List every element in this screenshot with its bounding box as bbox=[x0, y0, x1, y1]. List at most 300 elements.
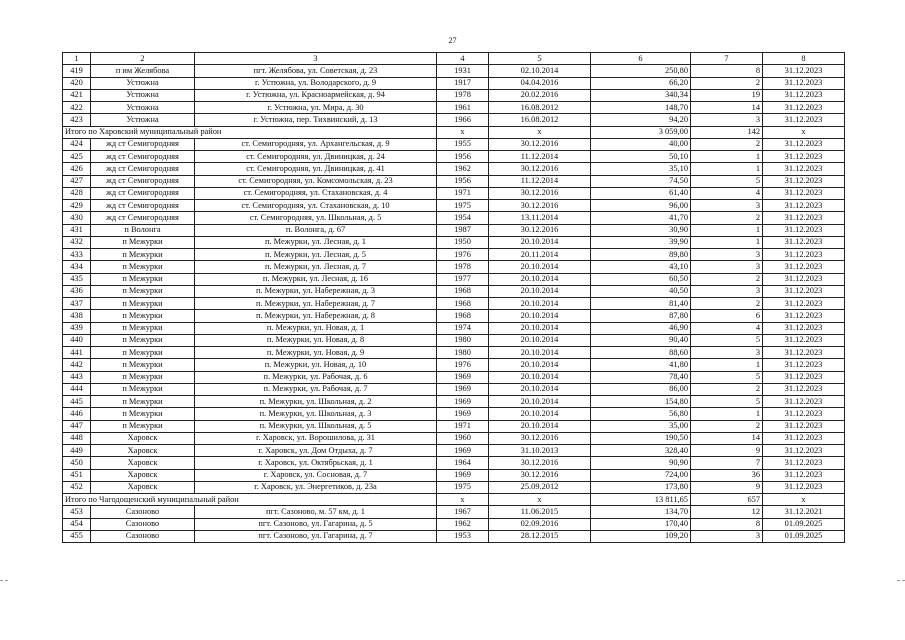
year-built-cell: 1971 bbox=[437, 187, 489, 199]
column-header: 5 bbox=[489, 53, 591, 65]
total-label: Итого по Харовский муниципальный район bbox=[63, 126, 437, 138]
row-number-cell: 430 bbox=[63, 212, 91, 224]
year-built-cell: 1977 bbox=[437, 273, 489, 285]
residents-cell: 3 bbox=[691, 347, 763, 359]
address-cell: г. Харовск, ул. Ворошилова, д. 31 bbox=[195, 432, 437, 444]
row-number-cell: 427 bbox=[63, 175, 91, 187]
deadline-cell: 31.12.2023 bbox=[763, 371, 845, 383]
year-built-cell: 1962 bbox=[437, 518, 489, 530]
row-number-cell: 439 bbox=[63, 322, 91, 334]
settlement-cell: п им Желябова bbox=[91, 65, 195, 77]
area-cell: 60,50 bbox=[591, 273, 691, 285]
address-cell: п. Межурки, ул. Лесная, д. 1 bbox=[195, 236, 437, 248]
deadline-cell: 31.12.2023 bbox=[763, 285, 845, 297]
column-header: 6 bbox=[591, 53, 691, 65]
address-cell: п. Межурки, ул. Набережная, д. 7 bbox=[195, 298, 437, 310]
column-header: 8 bbox=[763, 53, 845, 65]
total-cell: x bbox=[763, 126, 845, 138]
area-cell: 81,40 bbox=[591, 298, 691, 310]
registry-table bbox=[62, 52, 845, 543]
residents-cell: 2 bbox=[691, 383, 763, 395]
column-header: 3 bbox=[195, 53, 437, 65]
row-number-cell: 442 bbox=[63, 359, 91, 371]
address-cell: п. Межурки, ул. Рабочая, д. 6 bbox=[195, 371, 437, 383]
row-number-cell: 447 bbox=[63, 420, 91, 432]
residents-cell: 12 bbox=[691, 506, 763, 518]
area-cell: 328,40 bbox=[591, 445, 691, 457]
settlement-cell: Харовск bbox=[91, 469, 195, 481]
table-row bbox=[63, 420, 845, 432]
address-cell: г. Харовск, ул. Энергетиков, д. 23а bbox=[195, 481, 437, 493]
year-built-cell: 1980 bbox=[437, 334, 489, 346]
area-cell: 30,90 bbox=[591, 224, 691, 236]
date-cell: 30.12.2016 bbox=[489, 138, 591, 150]
area-cell: 154,80 bbox=[591, 396, 691, 408]
table-row bbox=[63, 359, 845, 371]
area-cell: 250,80 bbox=[591, 65, 691, 77]
settlement-cell: жд ст Семигородняя bbox=[91, 151, 195, 163]
year-built-cell: 1962 bbox=[437, 163, 489, 175]
table-row bbox=[63, 249, 845, 261]
year-built-cell: 1969 bbox=[437, 469, 489, 481]
row-number-cell: 445 bbox=[63, 396, 91, 408]
address-cell: п. Волонга, д. 67 bbox=[195, 224, 437, 236]
settlement-cell: п Межурки bbox=[91, 371, 195, 383]
deadline-cell: 31.12.2023 bbox=[763, 89, 845, 101]
table-row bbox=[63, 445, 845, 457]
date-cell: 30.12.2016 bbox=[489, 469, 591, 481]
address-cell: ст. Семигородняя, ул. Комсомольская, д. 23 bbox=[195, 175, 437, 187]
total-cell: x bbox=[489, 126, 591, 138]
date-cell: 20.10.2014 bbox=[489, 347, 591, 359]
residents-cell: 36 bbox=[691, 469, 763, 481]
year-built-cell: 1950 bbox=[437, 236, 489, 248]
area-cell: 40,50 bbox=[591, 285, 691, 297]
year-built-cell: 1978 bbox=[437, 89, 489, 101]
area-cell: 109,20 bbox=[591, 530, 691, 542]
table-row bbox=[63, 89, 845, 101]
deadline-cell: 31.12.2023 bbox=[763, 77, 845, 89]
date-cell: 20.02.2016 bbox=[489, 89, 591, 101]
settlement-cell: жд ст Семигородняя bbox=[91, 187, 195, 199]
settlement-cell: п Межурки bbox=[91, 310, 195, 322]
address-cell: ст. Семигородняя, ул. Стахановская, д. 4 bbox=[195, 187, 437, 199]
area-cell: 46,90 bbox=[591, 322, 691, 334]
table-row bbox=[63, 481, 845, 493]
table-row bbox=[63, 457, 845, 469]
deadline-cell: 31.12.2023 bbox=[763, 457, 845, 469]
date-cell: 30.12.2016 bbox=[489, 224, 591, 236]
table-row bbox=[63, 200, 845, 212]
date-cell: 11.12.2014 bbox=[489, 175, 591, 187]
address-cell: ст. Семигородняя, ул. Стахановская, д. 10 bbox=[195, 200, 437, 212]
total-cell: 3 059,00 bbox=[591, 126, 691, 138]
date-cell: 02.09.2016 bbox=[489, 518, 591, 530]
settlement-cell: Харовск bbox=[91, 432, 195, 444]
row-number-cell: 436 bbox=[63, 285, 91, 297]
column-header: 2 bbox=[91, 53, 195, 65]
table-row bbox=[63, 175, 845, 187]
address-cell: г. Харовск, ул. Сосновая, д. 7 bbox=[195, 469, 437, 481]
area-cell: 61,40 bbox=[591, 187, 691, 199]
date-cell: 20.10.2014 bbox=[489, 383, 591, 395]
page-number: 27 bbox=[448, 36, 457, 45]
residents-cell: 4 bbox=[691, 187, 763, 199]
column-header: 1 bbox=[63, 53, 91, 65]
date-cell: 25.09.2012 bbox=[489, 481, 591, 493]
table-row bbox=[63, 298, 845, 310]
address-cell: ст. Семигородняя, ул. Школьная, д. 5 bbox=[195, 212, 437, 224]
settlement-cell: п Межурки bbox=[91, 273, 195, 285]
deadline-cell: 31.12.2023 bbox=[763, 445, 845, 457]
area-cell: 90,90 bbox=[591, 457, 691, 469]
table-row bbox=[63, 334, 845, 346]
residents-cell: 3 bbox=[691, 530, 763, 542]
deadline-cell: 01.09.2025 bbox=[763, 518, 845, 530]
deadline-cell: 31.12.2023 bbox=[763, 236, 845, 248]
year-built-cell: 1968 bbox=[437, 310, 489, 322]
year-built-cell: 1974 bbox=[437, 322, 489, 334]
residents-cell: 2 bbox=[691, 420, 763, 432]
residents-cell: 14 bbox=[691, 432, 763, 444]
total-cell: 13 811,65 bbox=[591, 494, 691, 506]
year-built-cell: 1968 bbox=[437, 298, 489, 310]
area-cell: 90,40 bbox=[591, 334, 691, 346]
date-cell: 13.11.2014 bbox=[489, 212, 591, 224]
year-built-cell: 1953 bbox=[437, 530, 489, 542]
area-cell: 78,40 bbox=[591, 371, 691, 383]
table-row bbox=[63, 163, 845, 175]
address-cell: ст. Семигородняя, ул. Архангельская, д. 9 bbox=[195, 138, 437, 150]
row-number-cell: 449 bbox=[63, 445, 91, 457]
year-built-cell: 1980 bbox=[437, 347, 489, 359]
deadline-cell: 31.12.2023 bbox=[763, 102, 845, 114]
year-built-cell: 1964 bbox=[437, 457, 489, 469]
district-total-row bbox=[63, 126, 845, 138]
row-number-cell: 446 bbox=[63, 408, 91, 420]
year-built-cell: 1960 bbox=[437, 432, 489, 444]
deadline-cell: 31.12.2023 bbox=[763, 359, 845, 371]
deadline-cell: 31.12.2023 bbox=[763, 212, 845, 224]
date-cell: 20.10.2014 bbox=[489, 285, 591, 297]
total-cell: x bbox=[763, 494, 845, 506]
deadline-cell: 31.12.2023 bbox=[763, 469, 845, 481]
residents-cell: 5 bbox=[691, 334, 763, 346]
deadline-cell: 31.12.2023 bbox=[763, 408, 845, 420]
address-cell: п. Межурки, ул. Школьная, д. 5 bbox=[195, 420, 437, 432]
year-built-cell: 1969 bbox=[437, 396, 489, 408]
date-cell: 20.10.2014 bbox=[489, 359, 591, 371]
residents-cell: 4 bbox=[691, 322, 763, 334]
area-cell: 89,80 bbox=[591, 249, 691, 261]
settlement-cell: жд ст Семигородняя bbox=[91, 138, 195, 150]
total-cell: x bbox=[489, 494, 591, 506]
table-row bbox=[63, 187, 845, 199]
table-row bbox=[63, 383, 845, 395]
settlement-cell: п Межурки bbox=[91, 261, 195, 273]
address-cell: п. Межурки, ул. Школьная, д. 2 bbox=[195, 396, 437, 408]
deadline-cell: 31.12.2023 bbox=[763, 138, 845, 150]
settlement-cell: п Межурки bbox=[91, 396, 195, 408]
settlement-cell: жд ст Семигородняя bbox=[91, 175, 195, 187]
table-row bbox=[63, 102, 845, 114]
settlement-cell: Устюжна bbox=[91, 77, 195, 89]
settlement-cell: Харовск bbox=[91, 445, 195, 457]
address-cell: п. Межурки, ул. Новая, д. 8 bbox=[195, 334, 437, 346]
settlement-cell: п Межурки bbox=[91, 347, 195, 359]
settlement-cell: п Межурки bbox=[91, 383, 195, 395]
address-cell: пгт. Сазоново, ул. Гагарина, д. 7 bbox=[195, 530, 437, 542]
column-header: 7 bbox=[691, 53, 763, 65]
date-cell: 11.12.2014 bbox=[489, 151, 591, 163]
date-cell: 11.06.2015 bbox=[489, 506, 591, 518]
year-built-cell: 1969 bbox=[437, 371, 489, 383]
settlement-cell: Устюжна bbox=[91, 114, 195, 126]
year-built-cell: 1976 bbox=[437, 249, 489, 261]
area-cell: 35,10 bbox=[591, 163, 691, 175]
settlement-cell: Сазоново bbox=[91, 518, 195, 530]
row-number-cell: 448 bbox=[63, 432, 91, 444]
total-cell: 142 bbox=[691, 126, 763, 138]
table-row bbox=[63, 236, 845, 248]
deadline-cell: 31.12.2023 bbox=[763, 151, 845, 163]
area-cell: 86,00 bbox=[591, 383, 691, 395]
area-cell: 56,80 bbox=[591, 408, 691, 420]
row-number-cell: 437 bbox=[63, 298, 91, 310]
deadline-cell: 31.12.2023 bbox=[763, 65, 845, 77]
table-row bbox=[63, 114, 845, 126]
deadline-cell: 31.12.2023 bbox=[763, 114, 845, 126]
address-cell: г. Устюжна, ул. Мира, д. 30 bbox=[195, 102, 437, 114]
row-number-cell: 425 bbox=[63, 151, 91, 163]
table-row bbox=[63, 285, 845, 297]
settlement-cell: п Межурки bbox=[91, 334, 195, 346]
table-row bbox=[63, 212, 845, 224]
address-cell: г. Устюжна, ул. Красноармейская, д. 94 bbox=[195, 89, 437, 101]
year-built-cell: 1955 bbox=[437, 138, 489, 150]
deadline-cell: 31.12.2023 bbox=[763, 396, 845, 408]
date-cell: 02.10.2014 bbox=[489, 65, 591, 77]
residents-cell: 2 bbox=[691, 273, 763, 285]
deadline-cell: 31.12.2023 bbox=[763, 481, 845, 493]
row-number-cell: 419 bbox=[63, 65, 91, 77]
deadline-cell: 31.12.2023 bbox=[763, 249, 845, 261]
residents-cell: 19 bbox=[691, 89, 763, 101]
residents-cell: 14 bbox=[691, 102, 763, 114]
date-cell: 20.10.2014 bbox=[489, 310, 591, 322]
year-built-cell: 1956 bbox=[437, 175, 489, 187]
table-row bbox=[63, 261, 845, 273]
settlement-cell: Харовск bbox=[91, 457, 195, 469]
deadline-cell: 31.12.2023 bbox=[763, 347, 845, 359]
residents-cell: 9 bbox=[691, 481, 763, 493]
settlement-cell: жд ст Семигородняя bbox=[91, 163, 195, 175]
row-number-cell: 420 bbox=[63, 77, 91, 89]
address-cell: п. Межурки, ул. Лесная, д. 5 bbox=[195, 249, 437, 261]
address-cell: п. Межурки, ул. Новая, д. 1 bbox=[195, 322, 437, 334]
residents-cell: 5 bbox=[691, 175, 763, 187]
table-row bbox=[63, 530, 845, 542]
year-built-cell: 1931 bbox=[437, 65, 489, 77]
row-number-cell: 429 bbox=[63, 200, 91, 212]
residents-cell: 1 bbox=[691, 151, 763, 163]
row-number-cell: 444 bbox=[63, 383, 91, 395]
residents-cell: 2 bbox=[691, 77, 763, 89]
address-cell: п. Межурки, ул. Рабочая, д. 7 bbox=[195, 383, 437, 395]
table-row bbox=[63, 347, 845, 359]
district-total-row bbox=[63, 494, 845, 506]
residents-cell: 2 bbox=[691, 298, 763, 310]
area-cell: 41,70 bbox=[591, 212, 691, 224]
row-number-cell: 426 bbox=[63, 163, 91, 175]
area-cell: 43,10 bbox=[591, 261, 691, 273]
date-cell: 30.12.2016 bbox=[489, 163, 591, 175]
date-cell: 16.08.2012 bbox=[489, 102, 591, 114]
deadline-cell: 31.12.2023 bbox=[763, 163, 845, 175]
row-number-cell: 450 bbox=[63, 457, 91, 469]
area-cell: 40,00 bbox=[591, 138, 691, 150]
settlement-cell: п Межурки bbox=[91, 408, 195, 420]
page-edge-mark bbox=[897, 580, 905, 581]
address-cell: г. Харовск, ул. Дом Отдыха, д. 7 bbox=[195, 445, 437, 457]
settlement-cell: Устюжна bbox=[91, 89, 195, 101]
area-cell: 74,50 bbox=[591, 175, 691, 187]
residents-cell: 2 bbox=[691, 212, 763, 224]
table-row bbox=[63, 506, 845, 518]
address-cell: п. Межурки, ул. Лесная, д. 7 bbox=[195, 261, 437, 273]
deadline-cell: 31.12.2023 bbox=[763, 175, 845, 187]
year-built-cell: 1956 bbox=[437, 151, 489, 163]
year-built-cell: 1971 bbox=[437, 420, 489, 432]
settlement-cell: жд ст Семигородняя bbox=[91, 212, 195, 224]
address-cell: п. Межурки, ул. Набережная, д. 3 bbox=[195, 285, 437, 297]
column-header: 4 bbox=[437, 53, 489, 65]
table-row bbox=[63, 469, 845, 481]
row-number-cell: 455 bbox=[63, 530, 91, 542]
settlement-cell: жд ст Семигородняя bbox=[91, 200, 195, 212]
row-number-cell: 440 bbox=[63, 334, 91, 346]
year-built-cell: 1961 bbox=[437, 102, 489, 114]
registry-body bbox=[63, 65, 845, 543]
area-cell: 94,20 bbox=[591, 114, 691, 126]
deadline-cell: 31.12.2023 bbox=[763, 420, 845, 432]
year-built-cell: 1975 bbox=[437, 481, 489, 493]
deadline-cell: 31.12.2023 bbox=[763, 298, 845, 310]
table-row bbox=[63, 138, 845, 150]
residents-cell: 3 bbox=[691, 114, 763, 126]
row-number-cell: 435 bbox=[63, 273, 91, 285]
table-row bbox=[63, 65, 845, 77]
date-cell: 20.10.2014 bbox=[489, 396, 591, 408]
residents-cell: 2 bbox=[691, 138, 763, 150]
deadline-cell: 31.12.2023 bbox=[763, 310, 845, 322]
address-cell: п. Межурки, ул. Набережная, д. 8 bbox=[195, 310, 437, 322]
deadline-cell: 31.12.2023 bbox=[763, 200, 845, 212]
settlement-cell: п Межурки bbox=[91, 236, 195, 248]
date-cell: 20.10.2014 bbox=[489, 408, 591, 420]
settlement-cell: Сазоново bbox=[91, 530, 195, 542]
date-cell: 04.04.2016 bbox=[489, 77, 591, 89]
address-cell: г. Харовск, ул. Октябрьская, д. 1 bbox=[195, 457, 437, 469]
row-number-cell: 421 bbox=[63, 89, 91, 101]
settlement-cell: п Межурки bbox=[91, 298, 195, 310]
settlement-cell: п Волонга bbox=[91, 224, 195, 236]
date-cell: 16.08.2012 bbox=[489, 114, 591, 126]
table-row bbox=[63, 322, 845, 334]
year-built-cell: 1966 bbox=[437, 114, 489, 126]
row-number-cell: 452 bbox=[63, 481, 91, 493]
area-cell: 134,70 bbox=[591, 506, 691, 518]
year-built-cell: 1976 bbox=[437, 359, 489, 371]
date-cell: 30.12.2016 bbox=[489, 200, 591, 212]
row-number-cell: 432 bbox=[63, 236, 91, 248]
date-cell: 20.10.2014 bbox=[489, 236, 591, 248]
row-number-cell: 423 bbox=[63, 114, 91, 126]
date-cell: 20.10.2014 bbox=[489, 261, 591, 273]
deadline-cell: 31.12.2021 bbox=[763, 506, 845, 518]
year-built-cell: 1969 bbox=[437, 408, 489, 420]
settlement-cell: п Межурки bbox=[91, 420, 195, 432]
residents-cell: 6 bbox=[691, 310, 763, 322]
area-cell: 724,00 bbox=[591, 469, 691, 481]
total-cell: 657 bbox=[691, 494, 763, 506]
table-row bbox=[63, 273, 845, 285]
address-cell: г. Устюжна, ул. Володарского, д. 9 bbox=[195, 77, 437, 89]
residents-cell: 8 bbox=[691, 518, 763, 530]
row-number-cell: 454 bbox=[63, 518, 91, 530]
area-cell: 50,10 bbox=[591, 151, 691, 163]
year-built-cell: 1975 bbox=[437, 200, 489, 212]
table-row bbox=[63, 518, 845, 530]
year-built-cell: 1967 bbox=[437, 506, 489, 518]
area-cell: 41,80 bbox=[591, 359, 691, 371]
column-number-row bbox=[63, 53, 845, 65]
area-cell: 66,20 bbox=[591, 77, 691, 89]
deadline-cell: 31.12.2023 bbox=[763, 273, 845, 285]
date-cell: 20.11.2014 bbox=[489, 249, 591, 261]
area-cell: 340,34 bbox=[591, 89, 691, 101]
area-cell: 88,60 bbox=[591, 347, 691, 359]
total-cell: x bbox=[437, 126, 489, 138]
date-cell: 30.12.2016 bbox=[489, 432, 591, 444]
address-cell: п. Межурки, ул. Школьная, д. 3 bbox=[195, 408, 437, 420]
settlement-cell: п Межурки bbox=[91, 359, 195, 371]
settlement-cell: п Межурки bbox=[91, 249, 195, 261]
date-cell: 20.10.2014 bbox=[489, 322, 591, 334]
date-cell: 20.10.2014 bbox=[489, 298, 591, 310]
address-cell: ст. Семигородняя, ул. Двиницкая, д. 41 bbox=[195, 163, 437, 175]
year-built-cell: 1987 bbox=[437, 224, 489, 236]
address-cell: пгт. Сазоново, ул. Гагарина, д. 5 bbox=[195, 518, 437, 530]
table-row bbox=[63, 151, 845, 163]
residents-cell: 5 bbox=[691, 396, 763, 408]
residents-cell: 3 bbox=[691, 200, 763, 212]
year-built-cell: 1968 bbox=[437, 285, 489, 297]
row-number-cell: 443 bbox=[63, 371, 91, 383]
table-row bbox=[63, 224, 845, 236]
residents-cell: 1 bbox=[691, 163, 763, 175]
settlement-cell: п Межурки bbox=[91, 322, 195, 334]
date-cell: 20.10.2014 bbox=[489, 371, 591, 383]
table-row bbox=[63, 371, 845, 383]
settlement-cell: п Межурки bbox=[91, 285, 195, 297]
year-built-cell: 1917 bbox=[437, 77, 489, 89]
row-number-cell: 422 bbox=[63, 102, 91, 114]
year-built-cell: 1969 bbox=[437, 445, 489, 457]
deadline-cell: 01.09.2025 bbox=[763, 530, 845, 542]
row-number-cell: 428 bbox=[63, 187, 91, 199]
area-cell: 190,50 bbox=[591, 432, 691, 444]
